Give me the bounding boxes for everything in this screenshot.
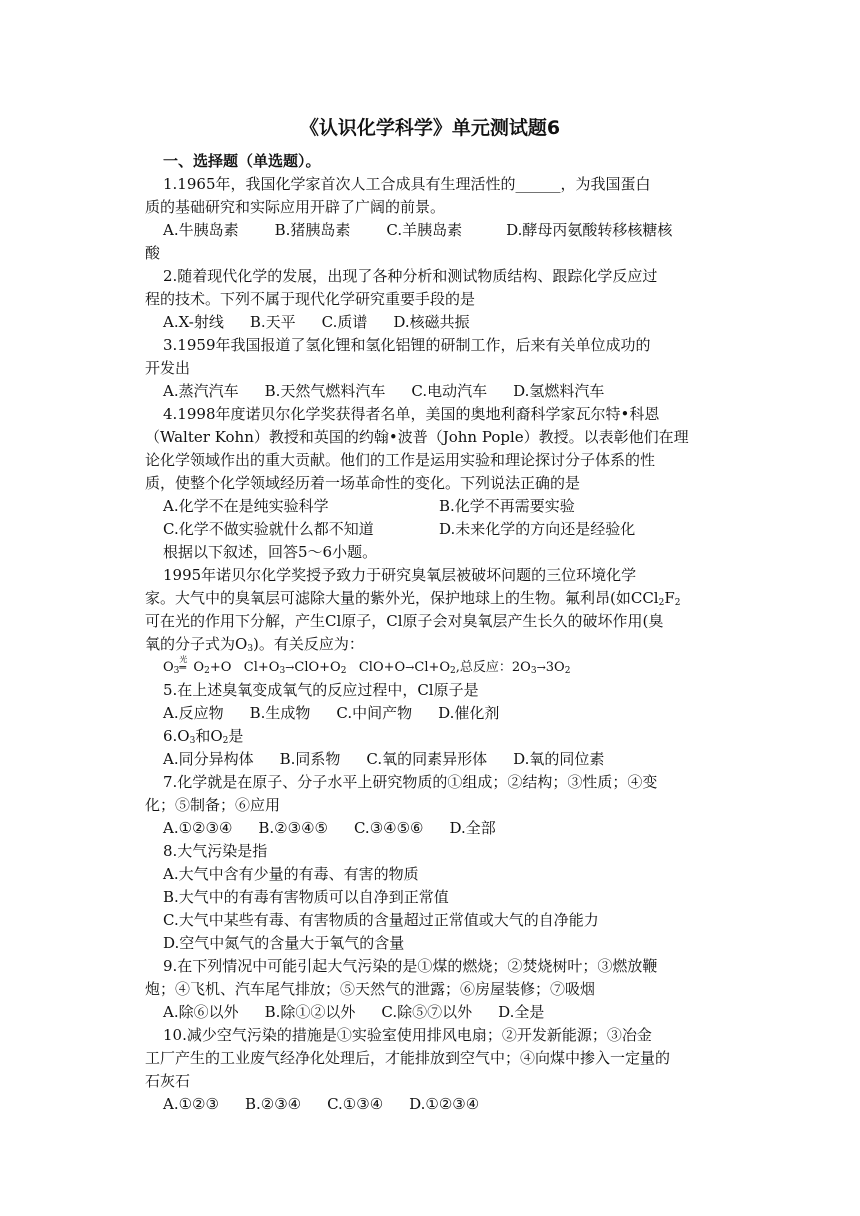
question-10-line-2: 工厂产生的工业废气经净化处理后，才能排放到空气中；④向煤中掺入一定量的 — [145, 1049, 671, 1067]
question-9-line-1: 9.在下列情况中可能引起大气污染的是①煤的燃烧；②焚烧树叶；③燃放鞭 — [163, 957, 658, 975]
option-d: D.空气中氮气的含量大于氧气的含量 — [163, 934, 405, 952]
option-c: C.除⑤⑦以外 — [381, 1003, 473, 1021]
question-9-line-2: 炮；④飞机、汽车尾气排放；⑤天然气的泄露；⑥房屋装修；⑦吸烟 — [145, 980, 596, 998]
question-2-line-2: 程的技术。下列不属于现代化学研究重要手段的是 — [145, 290, 476, 308]
subscript: 2 — [564, 666, 571, 676]
question-10-options — [163, 1093, 735, 1116]
question-7-line-1: 7.化学就是在原子、分子水平上研究物质的①组成；②结构；③性质；④变 — [163, 773, 658, 791]
formula: ,总反应：2O — [455, 660, 531, 675]
question-6-text: 和O — [195, 727, 223, 745]
question-4-line-4: 质，使整个化学领域经历着一场革命性的变化。下列说法正确的是 — [145, 474, 581, 492]
question-5-line-1: 5.在上述臭氧变成氧气的反应过程中，Cl原子是 — [163, 681, 479, 699]
option-a: A.X-射线 — [163, 313, 224, 331]
option-b: B.天平 — [249, 313, 296, 331]
subscript: 3 — [173, 666, 180, 676]
subscript: 2 — [450, 666, 456, 676]
option-b: B.同系物 — [279, 750, 341, 768]
question-4-line-1: 4.1998年度诺贝尔化学奖获得者名单，美国的奥地利裔科学家瓦尔特•科恩 — [163, 405, 660, 423]
option-a: A.反应物 — [163, 704, 224, 722]
option-b: B.②③④⑤ — [258, 819, 328, 837]
question-1-text-cont: ，为我国蛋白 — [560, 175, 651, 193]
reaction-arrow-icon: → — [536, 661, 546, 674]
option-b: B.生成物 — [249, 704, 311, 722]
question-8-line-1: 8.大气污染是指 — [163, 842, 268, 860]
option-d: D.氢燃料汽车 — [513, 382, 605, 400]
question-1-line-1 — [163, 173, 735, 196]
question-4-line-2: （Walter Kohn）教授和英国的约翰•波普（John Pople）教授。以表彰他们在理 — [145, 428, 689, 446]
option-c: C.大气中某些有毒、有害物质的含量超过正常值或大气的自净能力 — [163, 911, 599, 929]
formula: O — [163, 660, 174, 675]
option-b: B.猪胰岛素 — [274, 221, 351, 239]
subscript: 3 — [530, 666, 537, 676]
subscript: 2 — [340, 666, 347, 676]
passage-line-3: 可在光的作用下分解，产生Cl原子，Cl原子会对臭氧层产生长久的破坏作用(臭 — [145, 612, 664, 630]
passage-text: 氧的分子式为O — [145, 635, 248, 653]
question-4-options-cd — [163, 518, 735, 541]
condition-label: 光 — [179, 655, 188, 664]
reaction-arrow-icon: → — [405, 661, 415, 674]
question-7-options — [163, 817, 735, 840]
question-6-options — [163, 748, 735, 771]
option-a: A.①②③ — [163, 1095, 219, 1113]
subscript: 3 — [189, 736, 196, 746]
subscript: 2 — [222, 736, 229, 746]
option-a: A.化学不在是纯实验科学 — [163, 497, 329, 515]
question-2-options — [163, 311, 735, 334]
question-3-line-2: 开发出 — [145, 359, 191, 377]
passage-text: F — [664, 589, 675, 607]
subscript: 2 — [204, 666, 210, 676]
option-a: A.①②③④ — [163, 819, 233, 837]
reaction-arrow-icon: → — [285, 661, 295, 674]
formula: O — [193, 660, 205, 675]
question-6-line-1 — [163, 725, 735, 748]
question-1-options — [163, 219, 735, 242]
passage-text: 家。大气中的臭氧层可滤除大量的紫外光，保护地球上的生物。氟利昂(如CCl — [145, 589, 659, 607]
question-6-text: 6.O — [163, 727, 190, 745]
question-1-line-2: 质的基础研究和实际应用开辟了广阔的前景。 — [145, 198, 446, 216]
option-d: D.全是 — [498, 1003, 545, 1021]
option-c: C.羊胰岛素 — [386, 221, 463, 239]
question-4-line-3: 论化学领域作出的重大贡献。他们的工作是运用实验和理论探讨分子体系的性 — [145, 451, 656, 469]
passage-line-2 — [145, 587, 735, 610]
subscript: 2 — [658, 598, 665, 608]
light-condition-arrow: 光 ═ — [179, 656, 193, 679]
subscript: 2 — [674, 598, 681, 608]
question-3-options — [163, 380, 735, 403]
question-9-options — [163, 1001, 735, 1024]
formula: ClO+O — [358, 660, 406, 675]
option-a: A.牛胰岛素 — [163, 221, 239, 239]
option-a: A.大气中含有少量的有毒、有害的物质 — [163, 865, 419, 883]
subscript: 3 — [279, 666, 286, 676]
option-d: D.全部 — [449, 819, 496, 837]
option-b: B.②③④ — [244, 1095, 302, 1113]
option-c: C.③④⑤⑥ — [353, 819, 424, 837]
formula: 3O — [545, 660, 565, 675]
option-c: C.①③④ — [327, 1095, 384, 1113]
page-title: 《认识化学科学》单元测试题6 — [299, 117, 561, 139]
option-d: D.未来化学的方向还是经验化 — [439, 520, 636, 538]
option-c: C.氧的同素异形体 — [366, 750, 488, 768]
question-3-line-1: 3.1959年我国报道了氢化锂和氢化铝锂的研制工作，后来有关单位成功的 — [163, 336, 651, 354]
option-d: D.核磁共振 — [393, 313, 470, 331]
question-10-line-3: 石灰石 — [145, 1072, 191, 1090]
option-b: B.化学不再需要实验 — [439, 497, 575, 515]
option-d: D.①②③④ — [409, 1095, 480, 1113]
option-c: C.质谱 — [321, 313, 368, 331]
question-10-line-1: 10.减少空气污染的措施是①实验室使用排风电扇；②开发新能源；③冶金 — [163, 1026, 652, 1044]
option-d: D.酵母丙氨酸转移核糖核 — [506, 221, 673, 239]
option-b: B.大气中的有毒有害物质可以自净到正常值 — [163, 888, 449, 906]
option-c: C.电动汽车 — [411, 382, 488, 400]
question-4-options-ab — [163, 495, 735, 518]
option-d: D.催化剂 — [438, 704, 500, 722]
option-b: B.除①②以外 — [264, 1003, 356, 1021]
formula: ClO+O — [294, 660, 341, 675]
passage-intro: 根据以下叙述，回答5～6小题。 — [163, 543, 378, 561]
option-a: A.蒸汽汽车 — [163, 382, 239, 400]
option-d: D.氧的同位素 — [513, 750, 605, 768]
question-7-line-2: 化；⑤制备；⑥应用 — [145, 796, 281, 814]
section-heading: 一、选择题（单选题）。 — [163, 152, 321, 170]
option-a: A.同分异构体 — [163, 750, 254, 768]
question-2-line-1: 2.随着现代化学的发展，出现了各种分析和测试物质结构、跟踪化学反应过 — [163, 267, 658, 285]
option-c: C.化学不做实验就什么都不知道 — [163, 520, 374, 538]
formula: Cl+O — [243, 660, 280, 675]
option-a: A.除⑥以外 — [163, 1003, 239, 1021]
question-5-options — [163, 702, 735, 725]
question-1-text: 1.1965年，我国化学家首次人工合成具有生理活性的 — [163, 175, 516, 193]
option-c: C.中间产物 — [336, 704, 413, 722]
subscript: 3 — [247, 644, 254, 654]
question-6-text: 是 — [228, 727, 244, 745]
option-b: B.天然气燃料汽车 — [264, 382, 386, 400]
reaction-equations — [163, 656, 735, 679]
formula: Cl+O — [414, 660, 451, 675]
passage-text: )。有关反应为： — [253, 635, 364, 653]
passage-line-1: 1995年诺贝尔化学奖授予致力于研究臭氧层被破坏问题的三位环境化学 — [163, 566, 637, 584]
question-1-option-wrap: 酸 — [145, 244, 161, 262]
passage-line-4 — [145, 633, 735, 656]
answer-blank: ______ — [515, 175, 561, 193]
formula: +O — [209, 660, 232, 675]
